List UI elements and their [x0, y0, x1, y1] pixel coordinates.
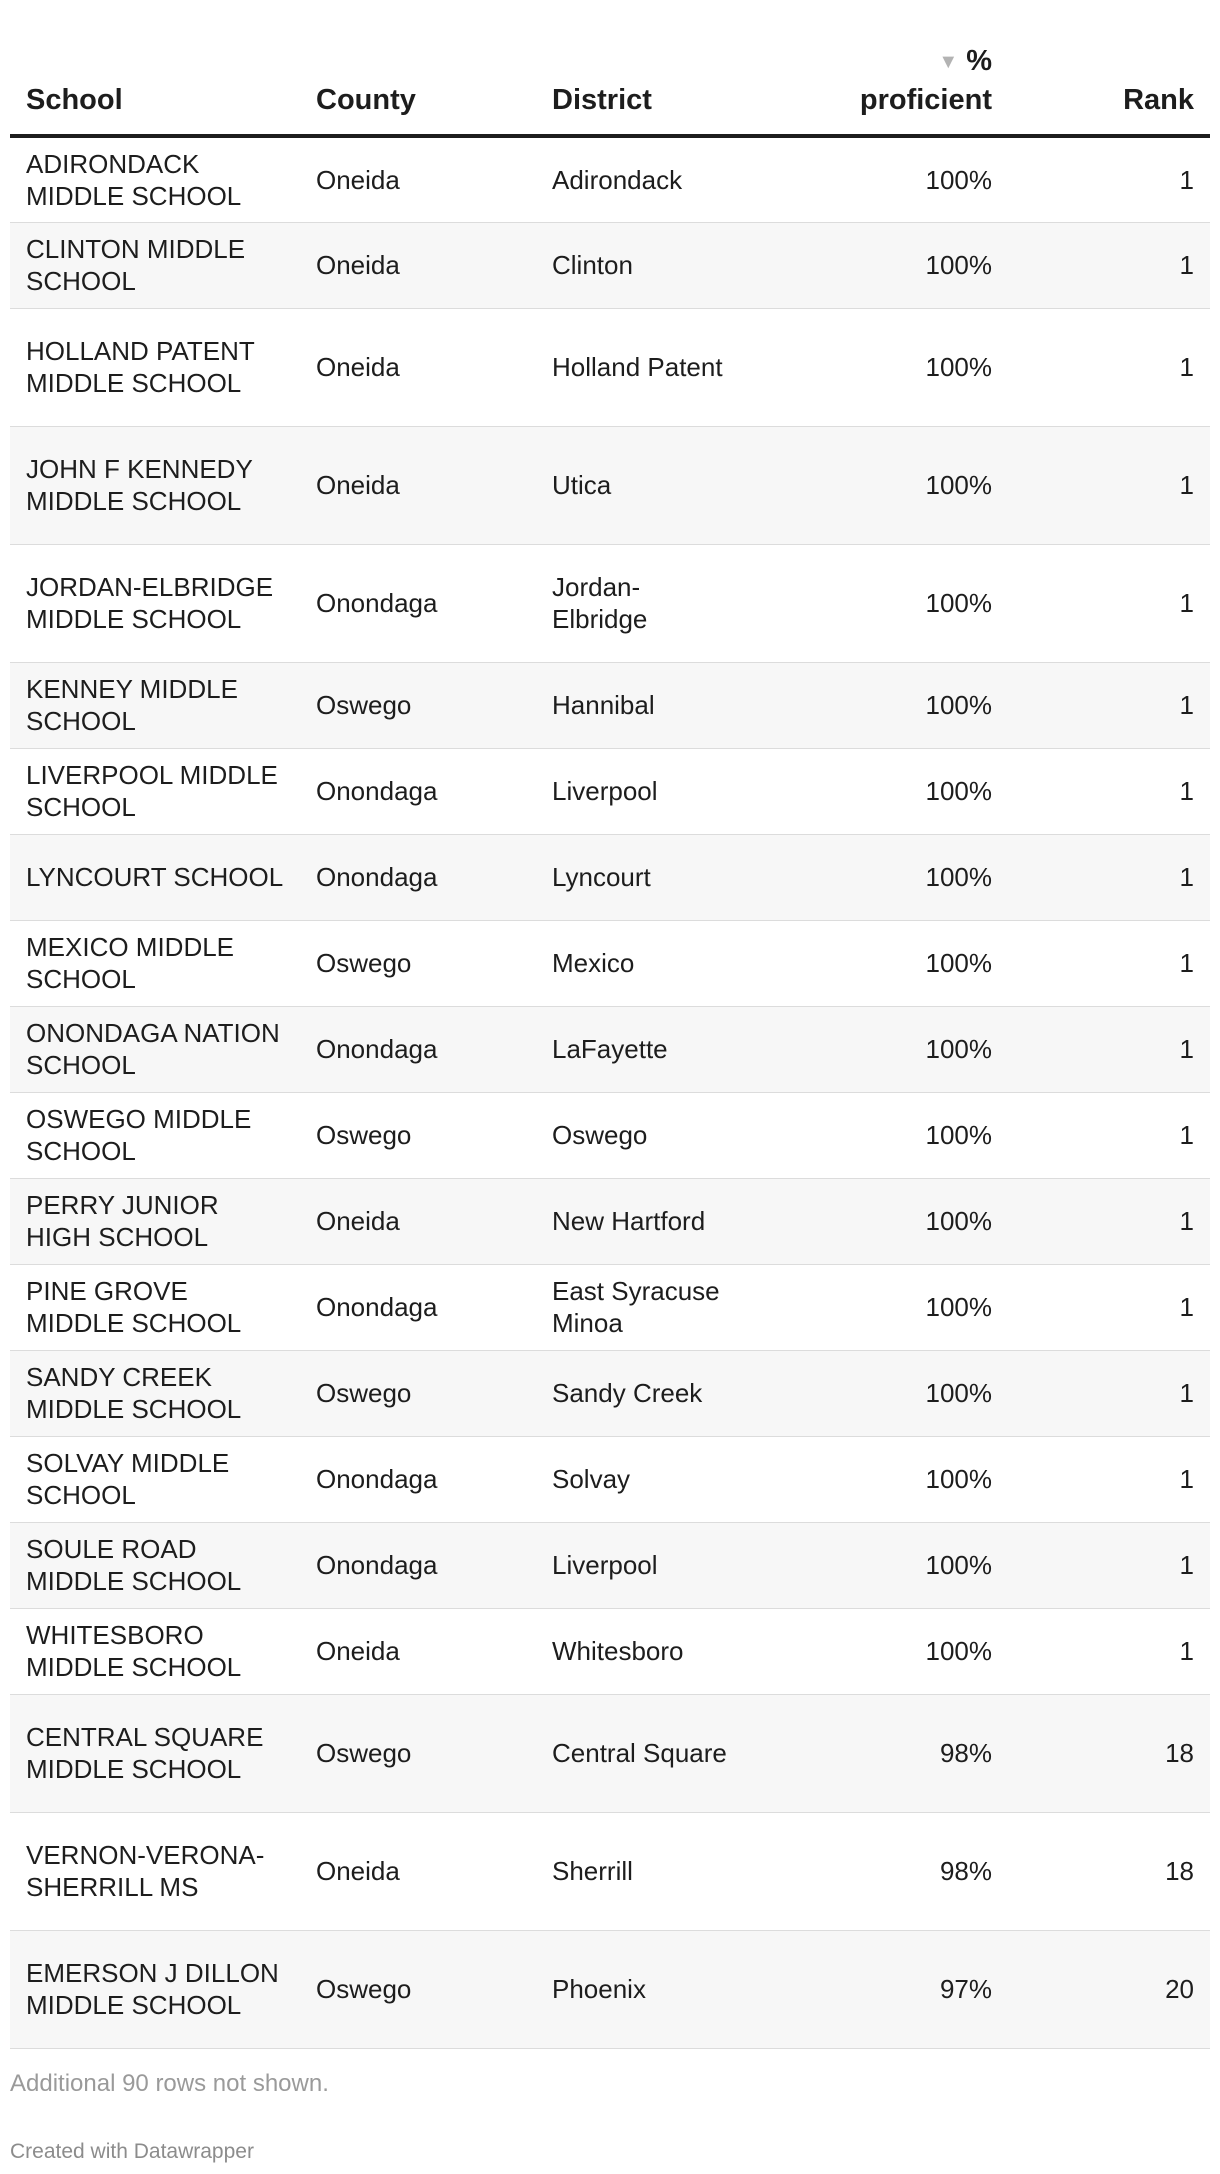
- cell-district: Liverpool: [536, 1522, 750, 1608]
- cell-district: Holland Patent: [536, 308, 750, 426]
- cell-county: Oneida: [300, 1608, 536, 1694]
- cell-school: EMERSON J DILLON MIDDLE SCHOOL: [10, 1930, 300, 2048]
- table-row: [10, 136, 1210, 222]
- cell-school: WHITESBORO MIDDLE SCHOOL: [10, 1608, 300, 1694]
- cell-county: Oneida: [300, 1178, 536, 1264]
- cell-school: JOHN F KENNEDY MIDDLE SCHOOL: [10, 426, 300, 544]
- table-row: [10, 222, 1210, 308]
- cell-school: PERRY JUNIOR HIGH SCHOOL: [10, 1178, 300, 1264]
- cell-county: Oswego: [300, 920, 536, 1006]
- cell-rank: 1: [1008, 136, 1210, 222]
- cell-county: Oswego: [300, 662, 536, 748]
- table-row: [10, 1812, 1210, 1930]
- cell-rank: 1: [1008, 1006, 1210, 1092]
- cell-percent-proficient: 100%: [750, 1436, 1008, 1522]
- cell-county: Oneida: [300, 426, 536, 544]
- cell-percent-proficient: 98%: [750, 1694, 1008, 1812]
- cell-rank: 18: [1008, 1812, 1210, 1930]
- cell-school: ADIRONDACK MIDDLE SCHOOL: [10, 136, 300, 222]
- cell-percent-proficient: 100%: [750, 920, 1008, 1006]
- cell-percent-proficient: 100%: [750, 308, 1008, 426]
- table-row: [10, 834, 1210, 920]
- column-header-district[interactable]: District: [536, 0, 750, 136]
- cell-district: Hannibal: [536, 662, 750, 748]
- column-header-label: % proficient: [859, 45, 992, 116]
- cell-school: MEXICO MIDDLE SCHOOL: [10, 920, 300, 1006]
- cell-school: KENNEY MIDDLE SCHOOL: [10, 662, 300, 748]
- cell-percent-proficient: 100%: [750, 748, 1008, 834]
- column-header-school[interactable]: School: [10, 0, 300, 136]
- cell-rank: 20: [1008, 1930, 1210, 2048]
- cell-county: Oneida: [300, 222, 536, 308]
- cell-rank: 1: [1008, 1522, 1210, 1608]
- cell-percent-proficient: 100%: [750, 222, 1008, 308]
- cell-rank: 1: [1008, 1264, 1210, 1350]
- cell-district: Sandy Creek: [536, 1350, 750, 1436]
- cell-district: Clinton: [536, 222, 750, 308]
- cell-district: Liverpool: [536, 748, 750, 834]
- cell-school: SOLVAY MIDDLE SCHOOL: [10, 1436, 300, 1522]
- cell-district: New Hartford: [536, 1178, 750, 1264]
- table-row: [10, 1264, 1210, 1350]
- cell-district: Solvay: [536, 1436, 750, 1522]
- table-row: [10, 1436, 1210, 1522]
- cell-school: CLINTON MIDDLE SCHOOL: [10, 222, 300, 308]
- table-row: [10, 1350, 1210, 1436]
- cell-percent-proficient: 100%: [750, 834, 1008, 920]
- cell-rank: 1: [1008, 748, 1210, 834]
- cell-rank: 1: [1008, 1350, 1210, 1436]
- cell-district: Lyncourt: [536, 834, 750, 920]
- cell-county: Oswego: [300, 1694, 536, 1812]
- cell-district: Sherrill: [536, 1812, 750, 1930]
- cell-percent-proficient: 98%: [750, 1812, 1008, 1930]
- table-row: [10, 748, 1210, 834]
- cell-county: Oswego: [300, 1350, 536, 1436]
- cell-rank: 18: [1008, 1694, 1210, 1812]
- cell-school: CENTRAL SQUARE MIDDLE SCHOOL: [10, 1694, 300, 1812]
- table-row: [10, 1092, 1210, 1178]
- cell-school: JORDAN-ELBRIDGE MIDDLE SCHOOL: [10, 544, 300, 662]
- cell-rank: 1: [1008, 222, 1210, 308]
- cell-county: Oneida: [300, 136, 536, 222]
- cell-rank: 1: [1008, 920, 1210, 1006]
- table-row: [10, 1006, 1210, 1092]
- cell-county: Onondaga: [300, 834, 536, 920]
- cell-percent-proficient: 100%: [750, 1522, 1008, 1608]
- cell-district: Oswego: [536, 1092, 750, 1178]
- cell-district: Phoenix: [536, 1930, 750, 2048]
- cell-school: ONONDAGA NATION SCHOOL: [10, 1006, 300, 1092]
- cell-district: Jordan-Elbridge: [536, 544, 750, 662]
- table-row: [10, 1178, 1210, 1264]
- table-row: [10, 1608, 1210, 1694]
- table-row: [10, 920, 1210, 1006]
- table-row: [10, 1694, 1210, 1812]
- cell-district: Whitesboro: [536, 1608, 750, 1694]
- cell-rank: 1: [1008, 1608, 1210, 1694]
- cell-percent-proficient: 100%: [750, 1350, 1008, 1436]
- cell-county: Onondaga: [300, 1522, 536, 1608]
- cell-district: Adirondack: [536, 136, 750, 222]
- cell-county: Onondaga: [300, 1264, 536, 1350]
- sort-descending-icon: ▼: [938, 51, 959, 73]
- column-header-percent-proficient[interactable]: [750, 0, 1008, 136]
- table-notes: Additional 90 rows not shown.: [10, 2070, 329, 2097]
- cell-school: PINE GROVE MIDDLE SCHOOL: [10, 1264, 300, 1350]
- column-header-county[interactable]: County: [300, 0, 536, 136]
- cell-county: Oneida: [300, 308, 536, 426]
- cell-district: East Syracuse Minoa: [536, 1264, 750, 1350]
- cell-rank: 1: [1008, 308, 1210, 426]
- cell-district: Mexico: [536, 920, 750, 1006]
- cell-school: LIVERPOOL MIDDLE SCHOOL: [10, 748, 300, 834]
- cell-school: SANDY CREEK MIDDLE SCHOOL: [10, 1350, 300, 1436]
- cell-rank: 1: [1008, 662, 1210, 748]
- cell-rank: 1: [1008, 426, 1210, 544]
- cell-school: HOLLAND PATENT MIDDLE SCHOOL: [10, 308, 300, 426]
- cell-county: Oneida: [300, 1812, 536, 1930]
- cell-school: LYNCOURT SCHOOL: [10, 834, 300, 920]
- data-table: [10, 0, 1210, 2049]
- cell-county: Oswego: [300, 1092, 536, 1178]
- cell-district: Central Square: [536, 1694, 750, 1812]
- cell-school: OSWEGO MIDDLE SCHOOL: [10, 1092, 300, 1178]
- column-header-rank[interactable]: Rank: [1008, 0, 1210, 136]
- table-body: [10, 136, 1210, 2048]
- cell-school: VERNON-VERONA-SHERRILL MS: [10, 1812, 300, 1930]
- cell-county: Onondaga: [300, 544, 536, 662]
- cell-county: Oswego: [300, 1930, 536, 2048]
- table-row: [10, 662, 1210, 748]
- table-row: [10, 1930, 1210, 2048]
- cell-percent-proficient: 100%: [750, 1264, 1008, 1350]
- cell-percent-proficient: 100%: [750, 662, 1008, 748]
- cell-rank: 1: [1008, 1178, 1210, 1264]
- cell-county: Onondaga: [300, 1006, 536, 1092]
- cell-county: Onondaga: [300, 748, 536, 834]
- cell-district: Utica: [536, 426, 750, 544]
- table-row: [10, 308, 1210, 426]
- cell-rank: 1: [1008, 834, 1210, 920]
- cell-school: SOULE ROAD MIDDLE SCHOOL: [10, 1522, 300, 1608]
- cell-percent-proficient: 97%: [750, 1930, 1008, 2048]
- data-table-container: [10, 0, 1210, 2049]
- datawrapper-credit[interactable]: Created with Datawrapper: [10, 2140, 254, 2163]
- cell-percent-proficient: 100%: [750, 1178, 1008, 1264]
- cell-county: Onondaga: [300, 1436, 536, 1522]
- cell-rank: 1: [1008, 544, 1210, 662]
- header-row: [10, 0, 1210, 136]
- cell-percent-proficient: 100%: [750, 136, 1008, 222]
- cell-percent-proficient: 100%: [750, 426, 1008, 544]
- cell-district: LaFayette: [536, 1006, 750, 1092]
- table-row: [10, 1522, 1210, 1608]
- cell-rank: 1: [1008, 1436, 1210, 1522]
- cell-percent-proficient: 100%: [750, 1092, 1008, 1178]
- cell-percent-proficient: 100%: [750, 1608, 1008, 1694]
- cell-percent-proficient: 100%: [750, 544, 1008, 662]
- cell-rank: 1: [1008, 1092, 1210, 1178]
- table-row: [10, 426, 1210, 544]
- cell-percent-proficient: 100%: [750, 1006, 1008, 1092]
- table-row: [10, 544, 1210, 662]
